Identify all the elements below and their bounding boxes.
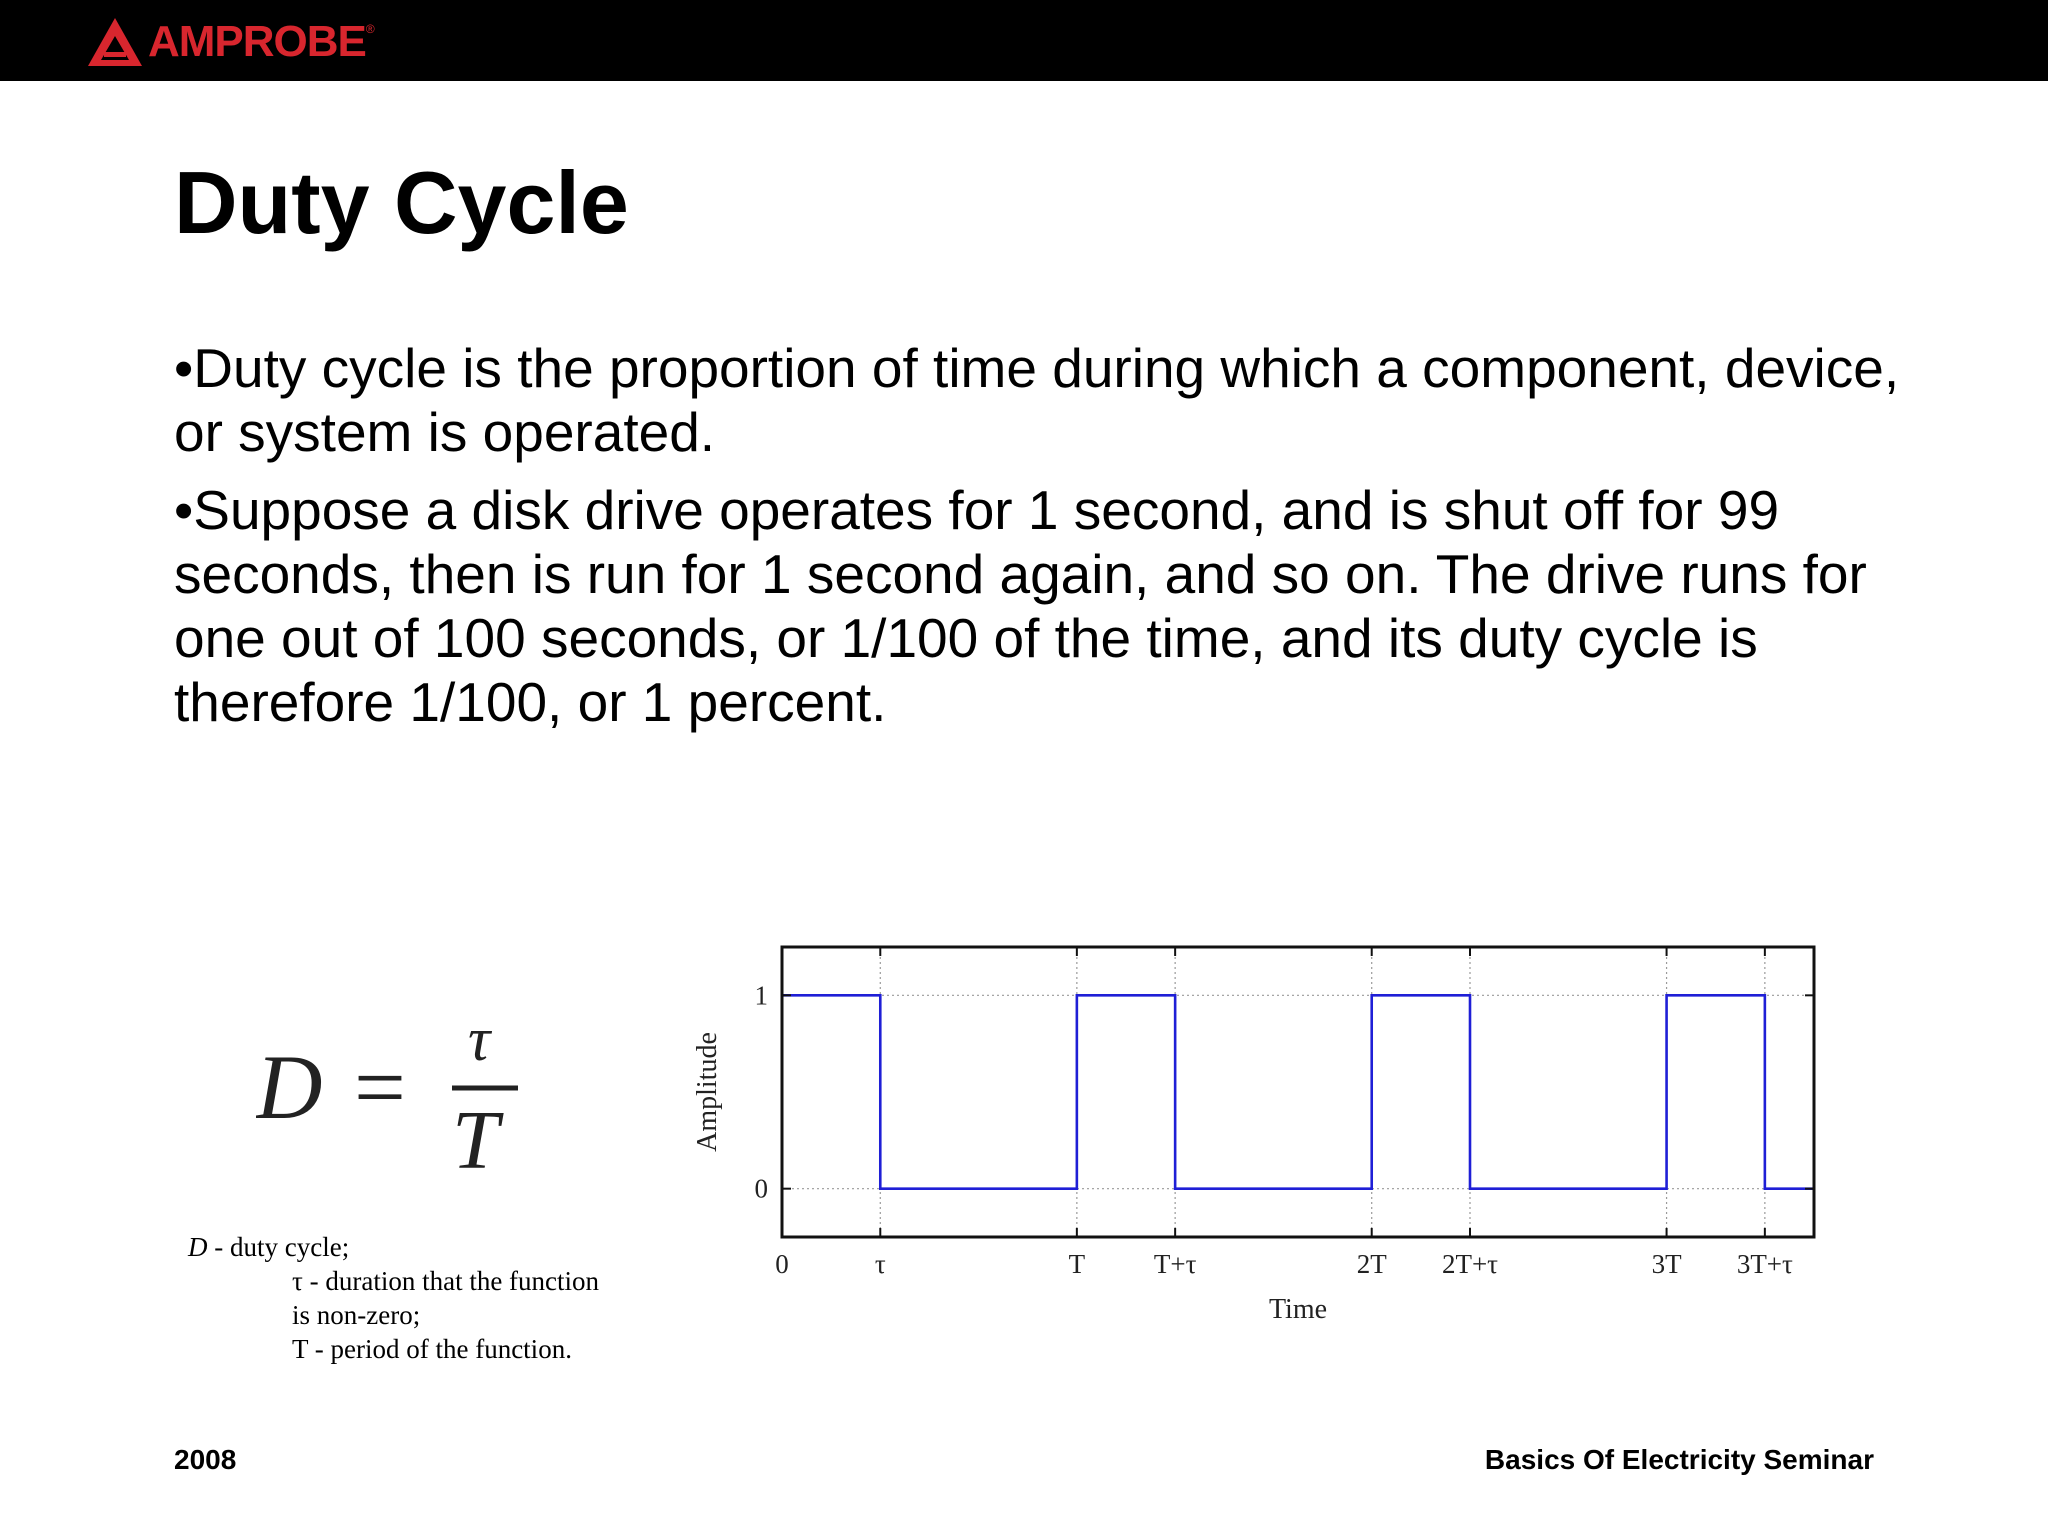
x-axis-label: Time [1268, 1294, 1328, 1325]
x-tick-label: T [1068, 1249, 1086, 1279]
x-tick-label: 0 [775, 1249, 789, 1279]
footer-seminar: Basics Of Electricity Seminar [1484, 1444, 1874, 1475]
chart-svg [690, 930, 1840, 1350]
y-tick-label: 1 [754, 980, 768, 1011]
y-axis-label: Amplitude [692, 1032, 723, 1152]
legend-tau-symbol: τ [292, 1266, 303, 1296]
logo-text: AMPROBE [148, 17, 366, 66]
x-tick-label: 2T [1356, 1249, 1387, 1279]
bullet-item: •Duty cycle is the proportion of time during which a component, device, or system is operated. [174, 337, 1900, 463]
plot-frame [782, 947, 1814, 1237]
formula-numerator: τ [468, 1006, 491, 1074]
formula-denominator: T [452, 1094, 499, 1185]
x-tick-label: 3T+τ [1736, 1249, 1793, 1279]
legend-d-symbol: D [188, 1232, 208, 1262]
x-tick-label: T+τ [1153, 1249, 1197, 1279]
footer-year: 2008 [174, 1444, 237, 1475]
legend-tau-text: - duration that the function [302, 1266, 600, 1296]
bullet-list [174, 336, 1914, 748]
series-line [782, 995, 1814, 1188]
header-bar [0, 0, 2048, 81]
x-tick-label: τ [874, 1249, 886, 1279]
legend-t-text: - period of the function. [308, 1334, 572, 1364]
y-tick-label: 0 [754, 1173, 768, 1204]
logo-registered-mark: ® [365, 22, 375, 36]
formula-lhs: D [256, 1036, 323, 1138]
x-tick-label: 2T+τ [1441, 1249, 1499, 1279]
warning-triangle-icon [86, 16, 144, 68]
bullet-item: •Suppose a disk drive operates for 1 second, and is shut off for 99 seconds, then is run for 1 second again, and so on. The drive runs for one out of 100 seconds, or 1/100 of the time, and its duty cycle is therefore 1/100, or 1 percent. [174, 479, 1867, 733]
slide-title: Duty Cycle [174, 153, 629, 252]
formula-equals: = [354, 1036, 406, 1138]
duty-cycle-formula [256, 1000, 546, 1185]
legend-d-text: - duty cycle; [207, 1232, 350, 1262]
amprobe-logo [86, 14, 375, 70]
legend-tau-text-2: is non-zero; [292, 1300, 421, 1330]
legend-t-symbol: T [292, 1334, 309, 1364]
square-wave-chart [690, 930, 1840, 1350]
x-tick-label: 3T [1651, 1249, 1682, 1279]
formula-legend [188, 1230, 648, 1366]
